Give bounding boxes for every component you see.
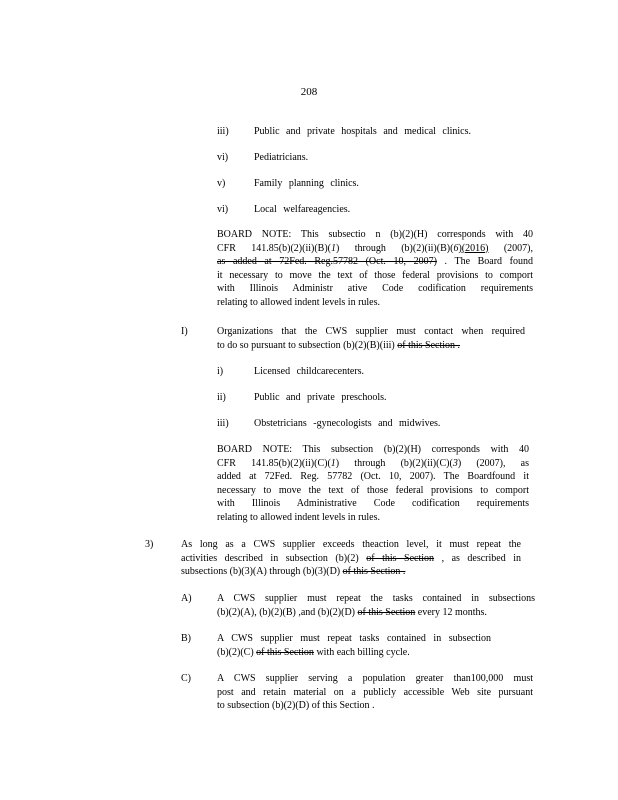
item-I-text: Organizations that the CWS supplier must contact when required to do so pursuant to subsection (b)(2)(B)(iii) of this Section . [217, 326, 525, 351]
list-label-vi-second: vi) [217, 204, 229, 215]
sub-label-i: i) [217, 366, 224, 377]
sub-item-obstetricians: Obstetricians -gynecologists and midwives. [254, 418, 441, 429]
board-note-1-line3: as added at 72Fed. Reg.57782 (Oct. 10, 2007) . The Board found [217, 256, 533, 267]
board-note-2: BOARD NOTE: This subsection (b)(2)(H) corresponds with 40 CFR 141.85(b)(2)(ii)(C)(1) through (b)(2)(ii)(C)(3) (2007), as added at 72Fed. Reg. 57782 (Oct. 10, 2007). The Boardfound it necessary to move the text of those federal provisions to comport with Illinois Administrative Code codification requirements relating to allowed indent levels in rules. [217, 444, 530, 523]
item-A-text: A CWS supplier must repeat the tasks contained in subsections (b)(2)(A), (b)(2)(B) ,and (b)(2)(D) of this Section every 12 months. [217, 593, 535, 618]
board-note-1-line2: CFR 141.85(b)(2)(ii)(B)(1) through (b)(2)(ii)(B)(6)(2016) (2007), [217, 242, 533, 254]
sub-label-ii: ii) [217, 392, 226, 403]
board-note-1-line5: with Illinois Administr ative Code codification requirements [217, 283, 533, 294]
item-C-text: A CWS supplier serving a population greater than100,000 must post and retain material on a publicly accessible Web site pursuant to subsection (b)(2)(D) of this Section . [217, 673, 533, 711]
list-label-iii: iii) [217, 126, 229, 137]
item-label-3: 3) [145, 539, 154, 550]
item-B-text: A CWS supplier must repeat tasks contained in subsection (b)(2)(C) of this Section with each billing cycle. [217, 633, 491, 658]
item-label-B: B) [181, 633, 191, 644]
item-label-A: A) [181, 593, 192, 604]
item-3-text: As long as a CWS supplier exceeds theaction level, it must repeat the activities described in subsection (b)(2) of this Section , as described in subsections (b)(3)(A) through (b)(3)(D) of this Section . [181, 539, 522, 577]
list-item-family-planning: Family planning clinics. [254, 178, 359, 189]
list-label-v: v) [217, 178, 226, 189]
board-note-1 [217, 228, 533, 309]
page-number: 208 [300, 86, 318, 98]
sub-item-preschools: Public and private preschools. [254, 392, 387, 403]
item-label-I: I) [181, 326, 188, 337]
sub-item-childcare: Licensed childcarecenters. [254, 366, 365, 377]
list-item-hospitals: Public and private hospitals and medical clinics. [254, 126, 472, 137]
item-label-C: C) [181, 673, 191, 684]
list-item-pediatricians: Pediatricians. [254, 152, 309, 163]
board-note-1-line6: relating to allowed indent levels in rules. [217, 296, 381, 308]
board-note-1-line4: it necessary to move the text of those federal provisions to comport [217, 269, 533, 281]
list-label-vi: vi) [217, 152, 229, 163]
list-item-welfare: Local welfareagencies. [254, 204, 351, 215]
board-note-1-line1: BOARD NOTE: This subsectio n (b)(2)(H) corresponds with 40 [217, 229, 533, 240]
sub-label-iii: iii) [217, 418, 229, 429]
